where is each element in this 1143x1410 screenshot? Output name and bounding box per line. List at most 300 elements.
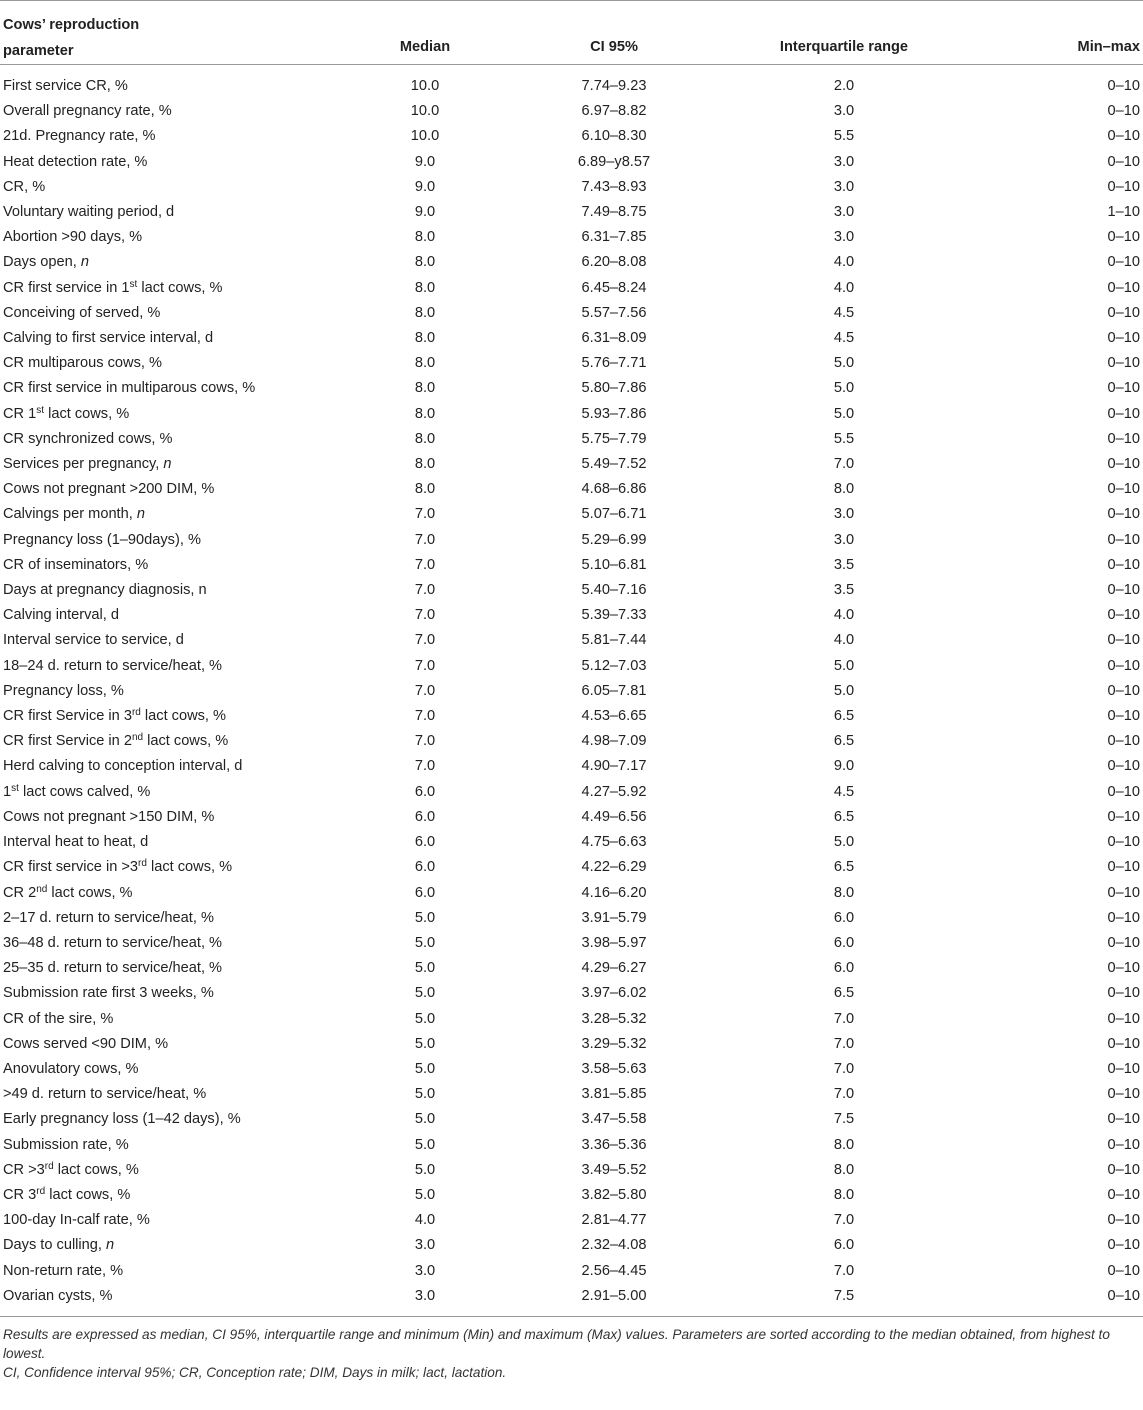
cell-parameter bbox=[0, 225, 330, 250]
cell-minmax: 0–10 bbox=[1107, 682, 1140, 699]
cell-minmax: 0–10 bbox=[1107, 304, 1140, 321]
header-median: Median bbox=[330, 1, 520, 65]
cell-parameter bbox=[0, 603, 330, 628]
cell-iqr: 5.5 bbox=[833, 128, 855, 145]
cell-minmax: 0–10 bbox=[1107, 556, 1140, 573]
cell-minmax: 0–10 bbox=[1107, 985, 1140, 1002]
table-row bbox=[0, 654, 1143, 679]
cell-ci: 3.36–5.36 bbox=[581, 1136, 647, 1153]
cell-ci: 6.97–8.82 bbox=[581, 103, 647, 120]
table-row bbox=[0, 326, 1143, 351]
cell-ci: 7.49–8.75 bbox=[581, 204, 647, 221]
parameter-text-tail: lact cows, % bbox=[47, 884, 133, 901]
cell-median: 5.0 bbox=[414, 1161, 436, 1178]
parameter-text: CR first service in >3 bbox=[3, 859, 139, 876]
cell-parameter bbox=[0, 301, 330, 326]
cell-parameter bbox=[0, 502, 330, 527]
cell-iqr: 4.5 bbox=[833, 783, 855, 800]
table-row bbox=[0, 99, 1143, 124]
cell-minmax: 0–10 bbox=[1107, 808, 1140, 825]
cell-minmax: 0–10 bbox=[1107, 1086, 1140, 1103]
cell-iqr: 3.0 bbox=[833, 178, 855, 195]
parameter-text: Interval heat to heat, d bbox=[3, 834, 149, 851]
cell-ci: 3.58–5.63 bbox=[581, 1060, 647, 1077]
cell-ci: 3.97–6.02 bbox=[581, 985, 647, 1002]
parameter-ordinal-suffix: st bbox=[11, 782, 19, 794]
cell-parameter bbox=[0, 477, 330, 502]
table-row bbox=[0, 225, 1143, 250]
table-row bbox=[0, 1158, 1143, 1183]
parameter-text: 21d. Pregnancy rate, % bbox=[3, 128, 156, 145]
cell-iqr: 8.0 bbox=[833, 1186, 855, 1203]
cell-minmax: 0–10 bbox=[1107, 1060, 1140, 1077]
parameter-ordinal-suffix: st bbox=[129, 278, 138, 290]
cell-parameter bbox=[0, 1284, 330, 1317]
cell-ci: 5.39–7.33 bbox=[581, 607, 647, 624]
table-row bbox=[0, 981, 1143, 1006]
cell-minmax: 0–10 bbox=[1107, 1186, 1140, 1203]
cell-iqr: 6.5 bbox=[833, 808, 855, 825]
parameter-text-tail: lact cows, % bbox=[45, 1186, 131, 1203]
header-parameter-line1: Cows’ reproduction bbox=[3, 17, 140, 33]
cell-minmax: 0–10 bbox=[1107, 78, 1140, 94]
table-body bbox=[0, 65, 1143, 1317]
parameter-ordinal-suffix: rd bbox=[36, 1185, 46, 1197]
cell-iqr: 5.0 bbox=[833, 682, 855, 699]
cell-iqr: 4.0 bbox=[833, 279, 855, 296]
cell-median: 10.0 bbox=[410, 128, 440, 145]
cell-minmax: 0–10 bbox=[1107, 1136, 1140, 1153]
table-row bbox=[0, 1233, 1143, 1258]
cell-ci: 4.27–5.92 bbox=[581, 783, 647, 800]
table-row bbox=[0, 553, 1143, 578]
table-row bbox=[0, 200, 1143, 225]
cell-iqr: 8.0 bbox=[833, 1161, 855, 1178]
cell-parameter bbox=[0, 830, 330, 855]
table-row bbox=[0, 1107, 1143, 1132]
parameter-text-tail: lact cows, % bbox=[53, 1161, 139, 1178]
cell-iqr: 3.0 bbox=[833, 153, 855, 170]
parameter-text: First service CR, % bbox=[3, 78, 128, 94]
parameter-text: CR of the sire, % bbox=[3, 1010, 114, 1027]
cell-parameter bbox=[0, 452, 330, 477]
table-row bbox=[0, 301, 1143, 326]
cell-minmax: 0–10 bbox=[1107, 330, 1140, 347]
parameter-text: Cows served <90 DIM, % bbox=[3, 1035, 169, 1052]
parameter-text: Conceiving of served, % bbox=[3, 304, 161, 321]
parameter-text: CR 3 bbox=[3, 1186, 37, 1203]
cell-ci: 2.91–5.00 bbox=[520, 1284, 708, 1317]
cell-ci: 4.90–7.17 bbox=[581, 758, 647, 775]
table-row bbox=[0, 150, 1143, 175]
cell-minmax: 0–10 bbox=[1107, 733, 1140, 750]
footnote-line1: Results are expressed as median, CI 95%, interquartile range and minimum (Min) and maximum (Max) values. Parameters are sorted according to the median obtained, from highest to lowest. bbox=[3, 1326, 1110, 1361]
parameter-text: Pregnancy loss, % bbox=[3, 682, 124, 699]
cell-ci: 5.10–6.81 bbox=[581, 556, 647, 573]
parameter-text: Pregnancy loss (1–90days), % bbox=[3, 531, 201, 548]
cell-parameter bbox=[0, 1233, 330, 1258]
table-row bbox=[0, 1057, 1143, 1082]
cell-minmax: 0–10 bbox=[1107, 1111, 1140, 1128]
cell-median: 7.0 bbox=[414, 556, 436, 573]
header-minmax: Min–max bbox=[980, 1, 1143, 65]
cell-parameter bbox=[0, 99, 330, 124]
cell-median: 5.0 bbox=[414, 985, 436, 1002]
cell-ci: 6.05–7.81 bbox=[581, 682, 647, 699]
cell-iqr: 6.5 bbox=[833, 708, 855, 725]
cell-minmax: 0–10 bbox=[1107, 153, 1140, 170]
cell-parameter bbox=[0, 628, 330, 653]
cell-iqr: 8.0 bbox=[833, 1136, 855, 1153]
cell-iqr: 2.0 bbox=[833, 78, 855, 94]
cell-median: 8.0 bbox=[414, 229, 436, 246]
parameter-text: 18–24 d. return to service/heat, % bbox=[3, 657, 223, 674]
cell-minmax: 0–10 bbox=[1107, 834, 1140, 851]
cell-parameter bbox=[0, 679, 330, 704]
parameter-text: Heat detection rate, % bbox=[3, 153, 148, 170]
cell-iqr: 7.0 bbox=[833, 1262, 855, 1279]
cell-parameter bbox=[0, 780, 330, 805]
cell-iqr: 4.0 bbox=[833, 254, 855, 271]
cell-median: 7.0 bbox=[414, 632, 436, 649]
cell-median: 3.0 bbox=[414, 1262, 436, 1279]
table-row bbox=[0, 855, 1143, 880]
table-row bbox=[0, 276, 1143, 301]
cell-parameter bbox=[0, 1158, 330, 1183]
cell-parameter bbox=[0, 200, 330, 225]
parameter-text: CR first Service in 2 bbox=[3, 733, 132, 750]
parameter-text: 2–17 d. return to service/heat, % bbox=[3, 909, 214, 926]
cell-iqr: 3.0 bbox=[833, 506, 855, 523]
cell-minmax: 0–10 bbox=[1107, 1010, 1140, 1027]
cell-ci: 6.31–8.09 bbox=[581, 330, 647, 347]
parameter-text-tail: lact cows, % bbox=[140, 708, 227, 725]
cell-minmax: 0–10 bbox=[1107, 254, 1140, 271]
cell-median: 7.0 bbox=[414, 708, 436, 725]
parameter-text: CR synchronized cows, % bbox=[3, 430, 173, 447]
table-row bbox=[0, 1183, 1143, 1208]
cell-parameter bbox=[0, 65, 330, 100]
table-row bbox=[0, 830, 1143, 855]
cell-iqr: 4.0 bbox=[833, 632, 855, 649]
cell-minmax: 0–10 bbox=[1107, 708, 1140, 725]
cell-ci: 6.10–8.30 bbox=[581, 128, 647, 145]
cell-median: 3.0 bbox=[414, 1237, 436, 1254]
cell-parameter bbox=[0, 326, 330, 351]
parameter-text: Abortion >90 days, % bbox=[3, 229, 143, 246]
cell-ci: 5.40–7.16 bbox=[581, 582, 647, 599]
cell-iqr: 7.0 bbox=[833, 456, 855, 473]
cell-ci: 6.89–y8.57 bbox=[577, 153, 651, 170]
cell-ci: 3.98–5.97 bbox=[581, 934, 647, 951]
cell-parameter bbox=[0, 881, 330, 906]
parameter-text: Overall pregnancy rate, % bbox=[3, 103, 172, 120]
cell-median: 6.0 bbox=[414, 884, 436, 901]
header-ci: CI 95% bbox=[520, 1, 708, 65]
cell-minmax: 0–10 bbox=[1107, 380, 1140, 397]
parameter-text: CR, % bbox=[3, 178, 46, 195]
cell-minmax: 0–10 bbox=[1107, 481, 1140, 498]
cell-iqr: 5.0 bbox=[833, 657, 855, 674]
parameter-text: Cows not pregnant >200 DIM, % bbox=[3, 481, 215, 498]
cell-median: 8.0 bbox=[414, 430, 436, 447]
parameter-italic-unit: n bbox=[163, 456, 172, 473]
cell-ci: 5.49–7.52 bbox=[581, 456, 647, 473]
parameter-text: Cows not pregnant >150 DIM, % bbox=[3, 808, 215, 825]
cell-minmax: 0–10 bbox=[1107, 506, 1140, 523]
table-row bbox=[0, 578, 1143, 603]
cell-parameter bbox=[0, 1208, 330, 1233]
table-row bbox=[0, 754, 1143, 779]
parameter-text: Calving interval, d bbox=[3, 607, 119, 624]
cell-iqr: 5.0 bbox=[833, 405, 855, 422]
table-row bbox=[0, 502, 1143, 527]
table-row bbox=[0, 477, 1143, 502]
cell-ci: 4.75–6.63 bbox=[581, 834, 647, 851]
table-row bbox=[0, 250, 1143, 275]
cell-parameter bbox=[0, 1133, 330, 1158]
parameter-text: Days at pregnancy diagnosis, n bbox=[3, 582, 207, 599]
cell-ci: 7.43–8.93 bbox=[581, 178, 647, 195]
cell-parameter bbox=[0, 906, 330, 931]
cell-minmax: 0–10 bbox=[1107, 531, 1140, 548]
header-parameter-line2: parameter bbox=[3, 43, 74, 59]
cell-minmax: 0–10 bbox=[1107, 1262, 1140, 1279]
cell-median: 8.0 bbox=[414, 279, 436, 296]
cell-median: 5.0 bbox=[414, 1111, 436, 1128]
cell-iqr: 6.0 bbox=[833, 960, 855, 977]
cell-iqr: 5.0 bbox=[833, 380, 855, 397]
parameter-text: CR of inseminators, % bbox=[3, 556, 149, 573]
cell-median: 9.0 bbox=[414, 204, 436, 221]
parameter-text: Submission rate first 3 weeks, % bbox=[3, 985, 214, 1002]
cell-iqr: 6.0 bbox=[833, 1237, 855, 1254]
parameter-text: Submission rate, % bbox=[3, 1136, 129, 1153]
cell-minmax: 0–10 bbox=[1107, 960, 1140, 977]
cell-ci: 3.29–5.32 bbox=[581, 1035, 647, 1052]
parameter-text: Early pregnancy loss (1–42 days), % bbox=[3, 1111, 241, 1128]
parameter-ordinal-suffix: rd bbox=[131, 707, 141, 719]
cell-minmax: 0–10 bbox=[1107, 859, 1140, 876]
cell-minmax: 0–10 bbox=[1107, 279, 1140, 296]
cell-parameter bbox=[0, 1183, 330, 1208]
cell-parameter bbox=[0, 1082, 330, 1107]
parameter-text: Ovarian cysts, % bbox=[3, 1287, 113, 1304]
table-row bbox=[0, 402, 1143, 427]
parameter-ordinal-suffix: nd bbox=[131, 732, 144, 744]
cell-minmax: 0–10 bbox=[1107, 430, 1140, 447]
parameter-ordinal-suffix: rd bbox=[44, 1160, 54, 1172]
cell-ci: 4.22–6.29 bbox=[581, 859, 647, 876]
table-row bbox=[0, 1032, 1143, 1057]
cell-ci: 5.07–6.71 bbox=[581, 506, 647, 523]
parameter-text-tail: lact cows calved, % bbox=[18, 783, 151, 800]
cell-iqr: 8.0 bbox=[833, 884, 855, 901]
cell-iqr: 3.0 bbox=[833, 103, 855, 120]
cell-ci: 4.16–6.20 bbox=[581, 884, 647, 901]
table-header-row bbox=[0, 1, 1143, 65]
cell-minmax: 0–10 bbox=[1107, 229, 1140, 246]
cell-ci: 6.45–8.24 bbox=[581, 279, 647, 296]
parameter-text: CR first service in 1 bbox=[3, 279, 130, 296]
parameter-text: CR >3 bbox=[3, 1161, 45, 1178]
parameter-text: CR 2 bbox=[3, 884, 37, 901]
cell-median: 5.0 bbox=[414, 960, 436, 977]
cell-ci: 5.80–7.86 bbox=[581, 380, 647, 397]
cell-ci: 3.82–5.80 bbox=[581, 1186, 647, 1203]
footnote-line2: CI, Confidence interval 95%; CR, Conception rate; DIM, Days in milk; lact, lactation. bbox=[3, 1364, 507, 1380]
cell-iqr: 9.0 bbox=[833, 758, 855, 775]
cell-median: 8.0 bbox=[414, 304, 436, 321]
cell-parameter bbox=[0, 654, 330, 679]
cell-median: 10.0 bbox=[410, 103, 440, 120]
cell-iqr: 6.0 bbox=[833, 934, 855, 951]
parameter-text: Days to culling, bbox=[3, 1237, 107, 1254]
cell-parameter bbox=[0, 729, 330, 754]
table-row bbox=[0, 956, 1143, 981]
table-row bbox=[0, 1007, 1143, 1032]
cell-minmax: 0–10 bbox=[1107, 758, 1140, 775]
table-row bbox=[0, 1284, 1143, 1317]
cell-iqr: 7.0 bbox=[833, 1212, 855, 1229]
parameter-italic-unit: n bbox=[106, 1237, 115, 1254]
cell-median: 3.0 bbox=[330, 1284, 520, 1317]
cell-minmax: 0–10 bbox=[1107, 405, 1140, 422]
cell-minmax: 0–10 bbox=[1107, 632, 1140, 649]
cell-parameter bbox=[0, 376, 330, 401]
table-row bbox=[0, 1133, 1143, 1158]
parameter-text: Interval service to service, d bbox=[3, 632, 184, 649]
cell-parameter bbox=[0, 1007, 330, 1032]
cell-median: 7.0 bbox=[414, 657, 436, 674]
cell-parameter bbox=[0, 855, 330, 880]
cell-ci: 4.49–6.56 bbox=[581, 808, 647, 825]
cell-ci: 6.31–7.85 bbox=[581, 229, 647, 246]
header-parameter bbox=[0, 1, 330, 65]
table-row bbox=[0, 881, 1143, 906]
cell-iqr: 7.0 bbox=[833, 1035, 855, 1052]
cell-iqr: 4.5 bbox=[833, 304, 855, 321]
parameter-text: 100-day In-calf rate, % bbox=[3, 1212, 150, 1229]
cell-iqr: 3.0 bbox=[833, 204, 855, 221]
cell-minmax: 0–10 bbox=[1107, 456, 1140, 473]
cell-minmax: 0–10 bbox=[1107, 128, 1140, 145]
parameter-ordinal-suffix: rd bbox=[138, 858, 147, 870]
cell-median: 5.0 bbox=[414, 909, 436, 926]
cell-iqr: 6.0 bbox=[833, 909, 855, 926]
cell-iqr: 7.5 bbox=[708, 1284, 980, 1317]
table-row bbox=[0, 528, 1143, 553]
cell-ci: 5.12–7.03 bbox=[581, 657, 647, 674]
table-row bbox=[0, 805, 1143, 830]
cell-iqr: 7.5 bbox=[833, 1111, 855, 1128]
cell-median: 7.0 bbox=[414, 758, 436, 775]
cell-median: 9.0 bbox=[414, 178, 436, 195]
cell-parameter bbox=[0, 402, 330, 427]
cell-median: 5.0 bbox=[414, 1086, 436, 1103]
cell-ci: 5.75–7.79 bbox=[581, 430, 647, 447]
table-row bbox=[0, 1082, 1143, 1107]
cell-ci: 5.29–6.99 bbox=[581, 531, 647, 548]
cell-iqr: 7.0 bbox=[833, 1086, 855, 1103]
cell-median: 6.0 bbox=[414, 783, 436, 800]
cell-minmax: 0–10 bbox=[1107, 103, 1140, 120]
cell-minmax: 0–10 bbox=[1107, 909, 1140, 926]
cell-parameter bbox=[0, 553, 330, 578]
cell-minmax: 0–10 bbox=[1107, 1212, 1140, 1229]
parameter-text-tail: lact cows, % bbox=[146, 859, 233, 876]
cell-median: 8.0 bbox=[414, 355, 436, 372]
cell-parameter bbox=[0, 1057, 330, 1082]
cell-median: 10.0 bbox=[410, 78, 440, 94]
cell-median: 8.0 bbox=[414, 254, 436, 271]
cell-minmax: 0–10 bbox=[1107, 607, 1140, 624]
table-row bbox=[0, 906, 1143, 931]
table-row bbox=[0, 780, 1143, 805]
parameter-italic-unit: n bbox=[80, 254, 90, 271]
cell-parameter bbox=[0, 1107, 330, 1132]
cell-ci: 6.20–8.08 bbox=[581, 254, 647, 271]
table-row bbox=[0, 124, 1143, 149]
cell-median: 5.0 bbox=[414, 934, 436, 951]
cell-iqr: 4.0 bbox=[833, 607, 855, 624]
cell-iqr: 4.5 bbox=[833, 330, 855, 347]
parameter-text: Services per pregnancy, bbox=[3, 456, 164, 473]
table-row bbox=[0, 65, 1143, 100]
parameter-text: Voluntary waiting period, d bbox=[3, 204, 175, 221]
parameter-ordinal-suffix: nd bbox=[36, 883, 48, 895]
parameter-italic-unit: n bbox=[136, 506, 145, 523]
table-row bbox=[0, 931, 1143, 956]
cell-median: 5.0 bbox=[414, 1186, 436, 1203]
cell-iqr: 3.5 bbox=[833, 556, 855, 573]
parameter-text: CR first service in multiparous cows, % bbox=[3, 380, 256, 397]
parameter-text: Non-return rate, % bbox=[3, 1262, 124, 1279]
cell-ci: 3.81–5.85 bbox=[581, 1086, 647, 1103]
cell-ci: 4.98–7.09 bbox=[581, 733, 647, 750]
cell-parameter bbox=[0, 578, 330, 603]
table-row bbox=[0, 679, 1143, 704]
cell-iqr: 5.0 bbox=[833, 834, 855, 851]
cell-minmax: 0–10 bbox=[1107, 884, 1140, 901]
cell-ci: 3.91–5.79 bbox=[581, 909, 647, 926]
cell-parameter bbox=[0, 351, 330, 376]
header-iqr: Interquartile range bbox=[708, 1, 980, 65]
cell-median: 7.0 bbox=[414, 506, 436, 523]
cell-iqr: 3.0 bbox=[833, 531, 855, 548]
parameter-text-tail: lact cows, % bbox=[137, 279, 223, 296]
parameter-text-tail: lact cows, % bbox=[44, 405, 130, 422]
table-row bbox=[0, 376, 1143, 401]
cell-ci: 5.93–7.86 bbox=[581, 405, 647, 422]
parameter-text: CR multiparous cows, % bbox=[3, 355, 162, 372]
cell-parameter bbox=[0, 528, 330, 553]
cell-median: 9.0 bbox=[414, 153, 436, 170]
cell-iqr: 5.0 bbox=[833, 355, 855, 372]
cell-parameter bbox=[0, 175, 330, 200]
cell-parameter bbox=[0, 956, 330, 981]
cell-iqr: 7.0 bbox=[833, 1010, 855, 1027]
cell-minmax: 0–10 bbox=[980, 1284, 1143, 1317]
cell-minmax: 0–10 bbox=[1107, 1161, 1140, 1178]
cell-parameter bbox=[0, 427, 330, 452]
cell-median: 8.0 bbox=[414, 380, 436, 397]
cell-minmax: 0–10 bbox=[1107, 783, 1140, 800]
cell-median: 5.0 bbox=[414, 1010, 436, 1027]
cell-ci: 3.47–5.58 bbox=[581, 1111, 647, 1128]
cell-median: 8.0 bbox=[414, 330, 436, 347]
cell-median: 6.0 bbox=[414, 859, 436, 876]
